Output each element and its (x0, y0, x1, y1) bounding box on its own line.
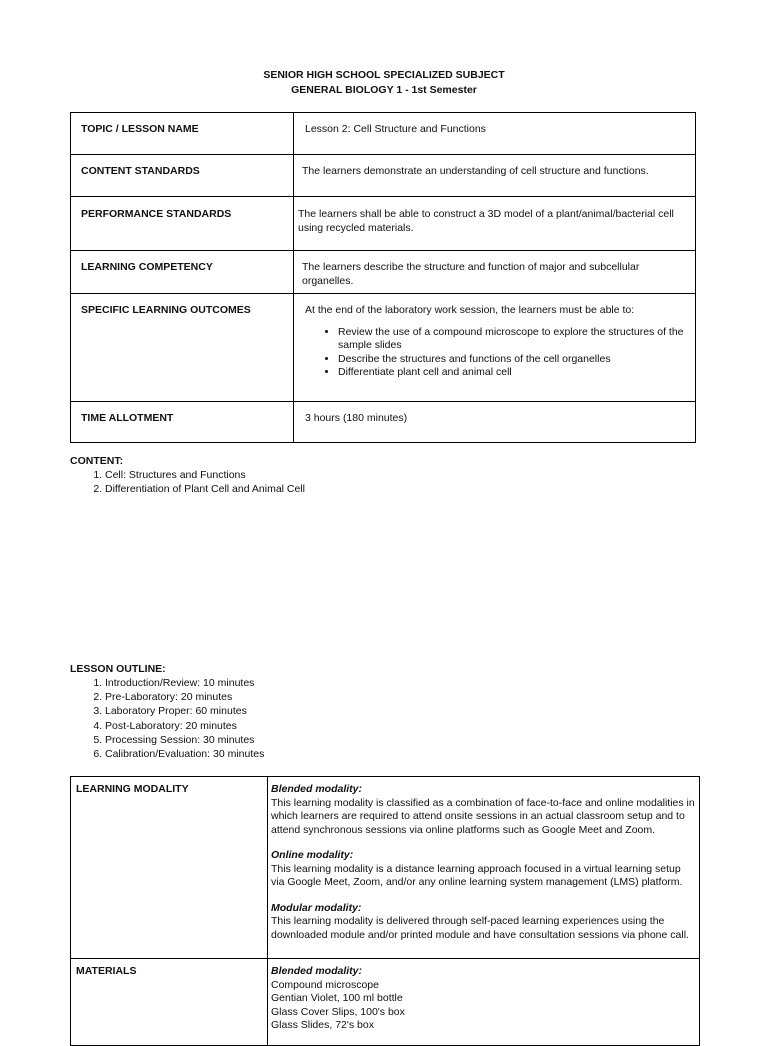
list-item: • Review the use of a compound microscope to explore the structures of the sample slides (338, 326, 687, 353)
table-row (71, 777, 700, 959)
content-list (70, 468, 305, 496)
list-item: 3. Laboratory Proper: 60 minutes (105, 704, 264, 718)
row-label: SPECIFIC LEARNING OUTCOMES (71, 294, 294, 402)
header-line-2: GENERAL BIOLOGY 1 - 1st Semester (291, 83, 477, 96)
online-modality-block (271, 849, 695, 890)
row-label: LEARNING MODALITY (71, 777, 268, 959)
list-item: 5. Processing Session: 30 minutes (105, 733, 264, 747)
list-item: • Differentiate plant cell and animal cell (338, 366, 687, 380)
row-value: The learners describe the structure and function of major and subcellular organelles. (294, 251, 696, 294)
modular-modality-block (271, 902, 695, 943)
row-value: 3 hours (180 minutes) (294, 402, 696, 443)
row-label: MATERIALS (71, 959, 268, 1046)
mode-title: Blended modality: (271, 783, 363, 795)
modality-table (70, 776, 700, 1046)
table-row (71, 402, 696, 443)
list-item: 6. Calibration/Evaluation: 30 minutes (105, 747, 264, 761)
document-header (0, 68, 768, 97)
list-item: 2. Differentiation of Plant Cell and Animal Cell (105, 482, 305, 496)
outcomes-list (305, 326, 687, 380)
row-label: CONTENT STANDARDS (71, 155, 294, 197)
mode-title: Online modality: (271, 849, 354, 861)
content-title: CONTENT: (70, 455, 124, 467)
list-item: 2. Pre-Laboratory: 20 minutes (105, 690, 264, 704)
lesson-outline-list (70, 676, 264, 761)
row-label: LEARNING COMPETENCY (71, 251, 294, 294)
lesson-info-table (70, 112, 696, 443)
row-value: The learners shall be able to construct a 3D model of a plant/animal/bacterial cell using recycled materials. (294, 197, 696, 251)
list-item: • Describe the structures and functions of the cell organelles (338, 353, 687, 367)
row-label: TIME ALLOTMENT (71, 402, 294, 443)
mode-title: Blended modality: (271, 965, 363, 977)
lesson-outline-title: LESSON OUTLINE: (70, 663, 166, 675)
row-value: Lesson 2: Cell Structure and Functions (294, 113, 696, 155)
material-item: Glass Slides, 72's box (271, 1019, 374, 1031)
material-item: Glass Cover Slips, 100's box (271, 1005, 405, 1018)
row-label: PERFORMANCE STANDARDS (71, 197, 294, 251)
mode-text: This learning modality is classified as a combination of face-to-face and online modalities in which learners are required to attend onsite sessions in an actual classroom setup and to attend synchronous sessions via online platforms such as Google Meet and Zoom. (271, 796, 695, 836)
blended-modality-block (271, 783, 695, 837)
row-label: TOPIC / LESSON NAME (71, 113, 294, 155)
table-row (71, 197, 696, 251)
mode-text: This learning modality is a distance learning approach focused in a virtual learning setup via Google Meet, Zoom, and/or any online learning system management (LMS) platform. (271, 862, 683, 888)
table-row (71, 155, 696, 197)
table-row (71, 251, 696, 294)
table-row (71, 113, 696, 155)
material-item: Gentian Violet, 100 ml bottle (271, 992, 403, 1004)
list-item: 4. Post-Laboratory: 20 minutes (105, 719, 264, 733)
row-value: The learners demonstrate an understanding of cell structure and functions. (294, 155, 696, 197)
table-row (71, 294, 696, 402)
row-value: At the end of the laboratory work session, the learners must be able to: • Review the use of a compound microscope to explore the structures of the sample slides • Describe the structures and functions of the cell organelles • Differentiate plant cell and animal cell (294, 294, 696, 402)
list-item: 1. Introduction/Review: 10 minutes (105, 676, 264, 690)
row-value (268, 777, 700, 959)
material-item: Compound microscope (271, 978, 379, 991)
header-line-1: SENIOR HIGH SCHOOL SPECIALIZED SUBJECT (263, 69, 505, 81)
mode-text: This learning modality is delivered through self-paced learning experiences using the downloaded module and/or printed module and have consultation sessions via phone call. (271, 915, 689, 941)
table-row (71, 959, 700, 1046)
list-item: 1. Cell: Structures and Functions (105, 468, 305, 482)
row-value (268, 959, 700, 1046)
mode-title: Modular modality: (271, 901, 362, 914)
